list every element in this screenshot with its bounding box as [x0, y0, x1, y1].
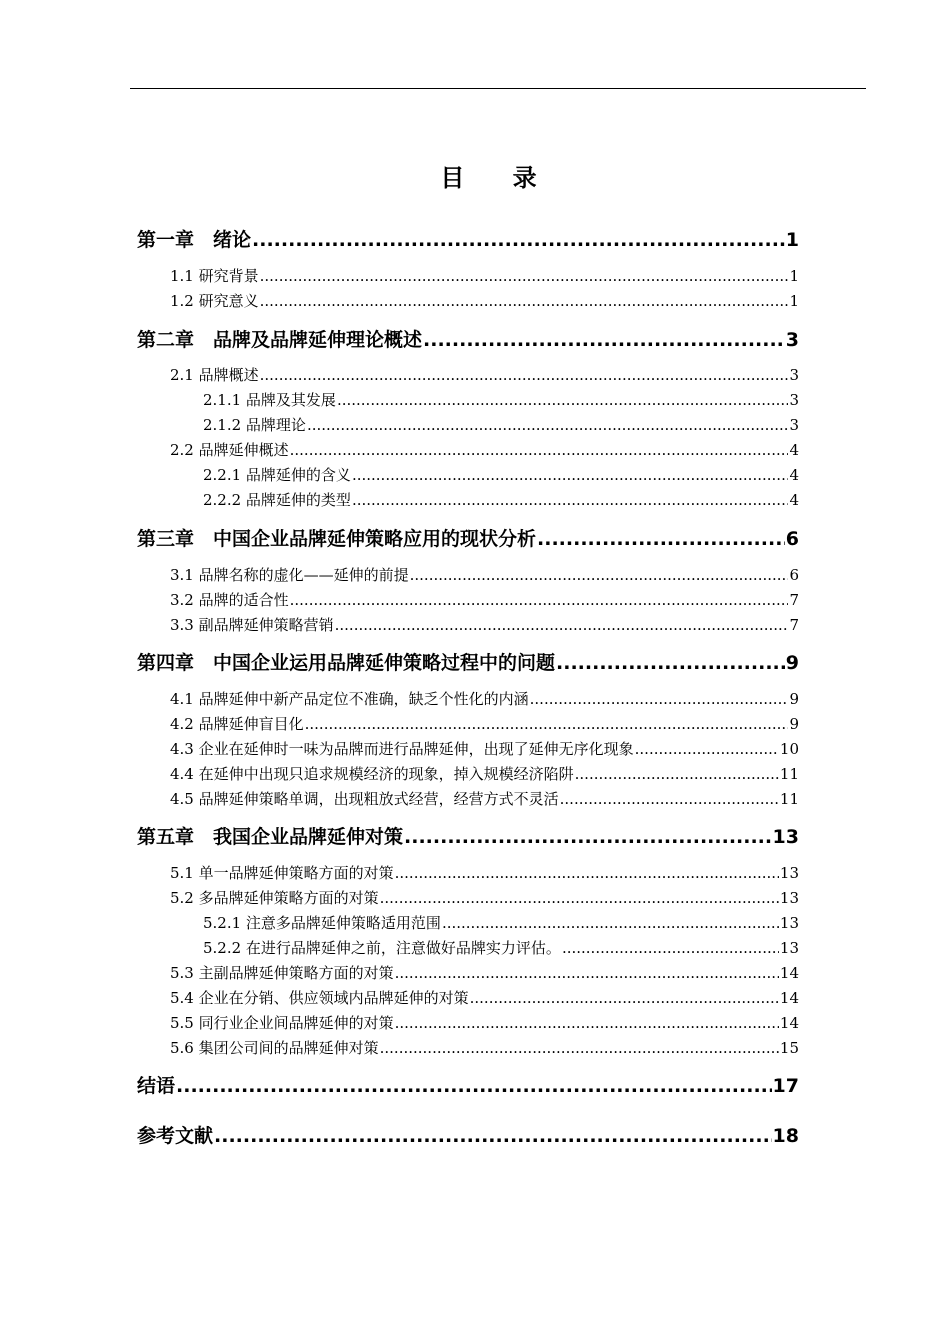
dot-leader: [560, 790, 779, 808]
toc-entry-title: 5.4 企业在分销、供应领域内品牌延伸的对策: [170, 989, 469, 1007]
toc-entry[interactable]: [137, 225, 799, 251]
toc-entry[interactable]: [203, 389, 799, 409]
toc-entry-title: 2.1.2 品牌理论: [203, 416, 306, 434]
toc-entry-title: 第四章 中国企业运用品牌延伸策略过程中的问题: [137, 652, 556, 674]
toc-entry[interactable]: [170, 862, 799, 882]
dot-leader: [214, 1125, 772, 1147]
toc-entry-page: 1: [789, 267, 799, 285]
dot-leader: [307, 416, 789, 434]
toc-entry-title: 2.2.1 品牌延伸的含义: [203, 466, 351, 484]
toc-entry-page: 17: [772, 1075, 799, 1097]
dot-leader: [260, 267, 789, 285]
toc-entry[interactable]: [170, 589, 799, 609]
dot-leader: [556, 652, 785, 674]
toc-entry-page: 9: [789, 715, 799, 733]
toc-entry-title: 5.2.1 注意多品牌延伸策略适用范围: [203, 914, 441, 932]
toc-entry-page: 1: [789, 292, 799, 310]
dot-leader: [635, 740, 779, 758]
toc-entry-page: 9: [785, 652, 799, 674]
toc-entry-title: 5.2.2 在进行品牌延伸之前，注意做好品牌实力评估。: [203, 939, 561, 957]
toc-title: 目 录: [440, 164, 557, 192]
toc-entry-title: 4.3 企业在延伸时一味为品牌而进行品牌延伸，出现了延伸无序化现象: [170, 740, 634, 758]
toc-entry-title: 结语: [137, 1075, 176, 1097]
dot-leader: [395, 864, 779, 882]
toc-entry[interactable]: [170, 614, 799, 634]
toc-entry-title: 3.3 副品牌延伸策略营销: [170, 616, 334, 634]
toc-entry-page: 7: [789, 616, 799, 634]
toc-entry-page: 11: [779, 790, 799, 808]
dot-leader: [290, 591, 789, 609]
toc-entry-page: 3: [785, 329, 799, 351]
toc-entry[interactable]: [137, 524, 799, 550]
toc-entry[interactable]: [203, 414, 799, 434]
toc-entry[interactable]: [203, 489, 799, 509]
toc-entry[interactable]: [170, 962, 799, 982]
toc-entry[interactable]: [170, 564, 799, 584]
dot-leader: [530, 690, 789, 708]
dot-leader: [404, 826, 772, 848]
toc-entry-title: 4.1 品牌延伸中新产品定位不准确，缺乏个性化的内涵: [170, 690, 529, 708]
toc-entry-page: 14: [779, 989, 799, 1007]
header-rule: [130, 88, 866, 89]
toc-entry-title: 5.5 同行业企业间品牌延伸的对策: [170, 1014, 394, 1032]
toc-entry[interactable]: [170, 290, 799, 310]
toc-entry-page: 4: [789, 491, 799, 509]
toc-entry-page: 3: [789, 416, 799, 434]
toc-entry-title: 4.5 品牌延伸策略单调，出现粗放式经营，经营方式不灵活: [170, 790, 559, 808]
dot-leader: [537, 528, 785, 550]
toc-entry-page: 11: [779, 765, 799, 783]
toc-entry[interactable]: [137, 822, 799, 848]
toc-entry-title: 5.2 多品牌延伸策略方面的对策: [170, 889, 379, 907]
toc-entry[interactable]: [170, 688, 799, 708]
dot-leader: [470, 989, 779, 1007]
toc-entry-page: 13: [779, 864, 799, 882]
toc-entry[interactable]: [203, 912, 799, 932]
toc-entry-title: 3.2 品牌的适合性: [170, 591, 289, 609]
toc-entry[interactable]: [170, 439, 799, 459]
dot-leader: [410, 566, 789, 584]
toc-entry-title: 2.1.1 品牌及其发展: [203, 391, 336, 409]
dot-leader: [290, 441, 789, 459]
toc-entry[interactable]: [170, 788, 799, 808]
toc-entry-title: 1.1 研究背景: [170, 267, 259, 285]
toc-entry-page: 13: [779, 889, 799, 907]
toc-entry-page: 4: [789, 466, 799, 484]
toc-entry[interactable]: [170, 738, 799, 758]
toc-entry[interactable]: [170, 987, 799, 1007]
dot-leader: [380, 1039, 779, 1057]
toc-entry-page: 6: [785, 528, 799, 550]
toc-entry[interactable]: [137, 1121, 799, 1147]
toc-entry-title: 4.4 在延伸中出现只追求规模经济的现象，掉入规模经济陷阱: [170, 765, 574, 783]
dot-leader: [352, 491, 789, 509]
toc-entry-page: 13: [779, 914, 799, 932]
toc-entry-title: 参考文献: [137, 1125, 214, 1147]
toc-entry-page: 1: [785, 229, 799, 251]
dot-leader: [176, 1075, 772, 1097]
toc-entry[interactable]: [170, 887, 799, 907]
toc-entry[interactable]: [170, 1012, 799, 1032]
dot-leader: [305, 715, 789, 733]
toc-entry[interactable]: [137, 648, 799, 674]
toc-entry[interactable]: [203, 937, 799, 957]
toc-entry-title: 第一章 绪论: [137, 229, 252, 251]
toc-entry-page: 9: [789, 690, 799, 708]
toc-entry-page: 13: [779, 939, 799, 957]
dot-leader: [562, 939, 779, 957]
dot-leader: [260, 366, 789, 384]
toc-entry-title: 3.1 品牌名称的虚化——延伸的前提: [170, 566, 409, 584]
dot-leader: [260, 292, 789, 310]
toc-entry-page: 10: [779, 740, 799, 758]
dot-leader: [423, 329, 785, 351]
toc-entry-page: 4: [789, 441, 799, 459]
toc-entry-title: 第二章 品牌及品牌延伸理论概述: [137, 329, 423, 351]
toc-entry-title: 1.2 研究意义: [170, 292, 259, 310]
dot-leader: [335, 616, 789, 634]
toc-entry-page: 7: [789, 591, 799, 609]
toc-entry[interactable]: [203, 464, 799, 484]
toc-entry-page: 3: [789, 391, 799, 409]
toc-entry[interactable]: [170, 713, 799, 733]
dot-leader: [252, 229, 785, 251]
toc-entry-title: 5.6 集团公司间的品牌延伸对策: [170, 1039, 379, 1057]
toc-entry-title: 4.2 品牌延伸盲目化: [170, 715, 304, 733]
toc-entry-page: 18: [772, 1125, 799, 1147]
toc-entry[interactable]: [170, 265, 799, 285]
toc-entry-page: 15: [779, 1039, 799, 1057]
toc-entry-page: 6: [789, 566, 799, 584]
toc-entry-page: 14: [779, 1014, 799, 1032]
dot-leader: [380, 889, 779, 907]
toc-entry[interactable]: [170, 763, 799, 783]
dot-leader: [395, 964, 779, 982]
toc-entry-page: 14: [779, 964, 799, 982]
toc-entry-title: 第三章 中国企业品牌延伸策略应用的现状分析: [137, 528, 537, 550]
toc-entry-title: 5.1 单一品牌延伸策略方面的对策: [170, 864, 394, 882]
toc-entry-title: 5.3 主副品牌延伸策略方面的对策: [170, 964, 394, 982]
dot-leader: [395, 1014, 779, 1032]
dot-leader: [442, 914, 779, 932]
dot-leader: [337, 391, 789, 409]
toc-entry[interactable]: [137, 1071, 799, 1097]
toc-entry[interactable]: [170, 1037, 799, 1057]
toc-entry-title: 第五章 我国企业品牌延伸对策: [137, 826, 404, 848]
dot-leader: [575, 765, 779, 783]
toc-entry-title: 2.1 品牌概述: [170, 366, 259, 384]
dot-leader: [352, 466, 789, 484]
toc-entry-page: 3: [789, 366, 799, 384]
toc-entry[interactable]: [170, 364, 799, 384]
toc-entry-title: 2.2.2 品牌延伸的类型: [203, 491, 351, 509]
toc-entry-title: 2.2 品牌延伸概述: [170, 441, 289, 459]
toc-entry-page: 13: [772, 826, 799, 848]
toc-entry[interactable]: [137, 325, 799, 351]
